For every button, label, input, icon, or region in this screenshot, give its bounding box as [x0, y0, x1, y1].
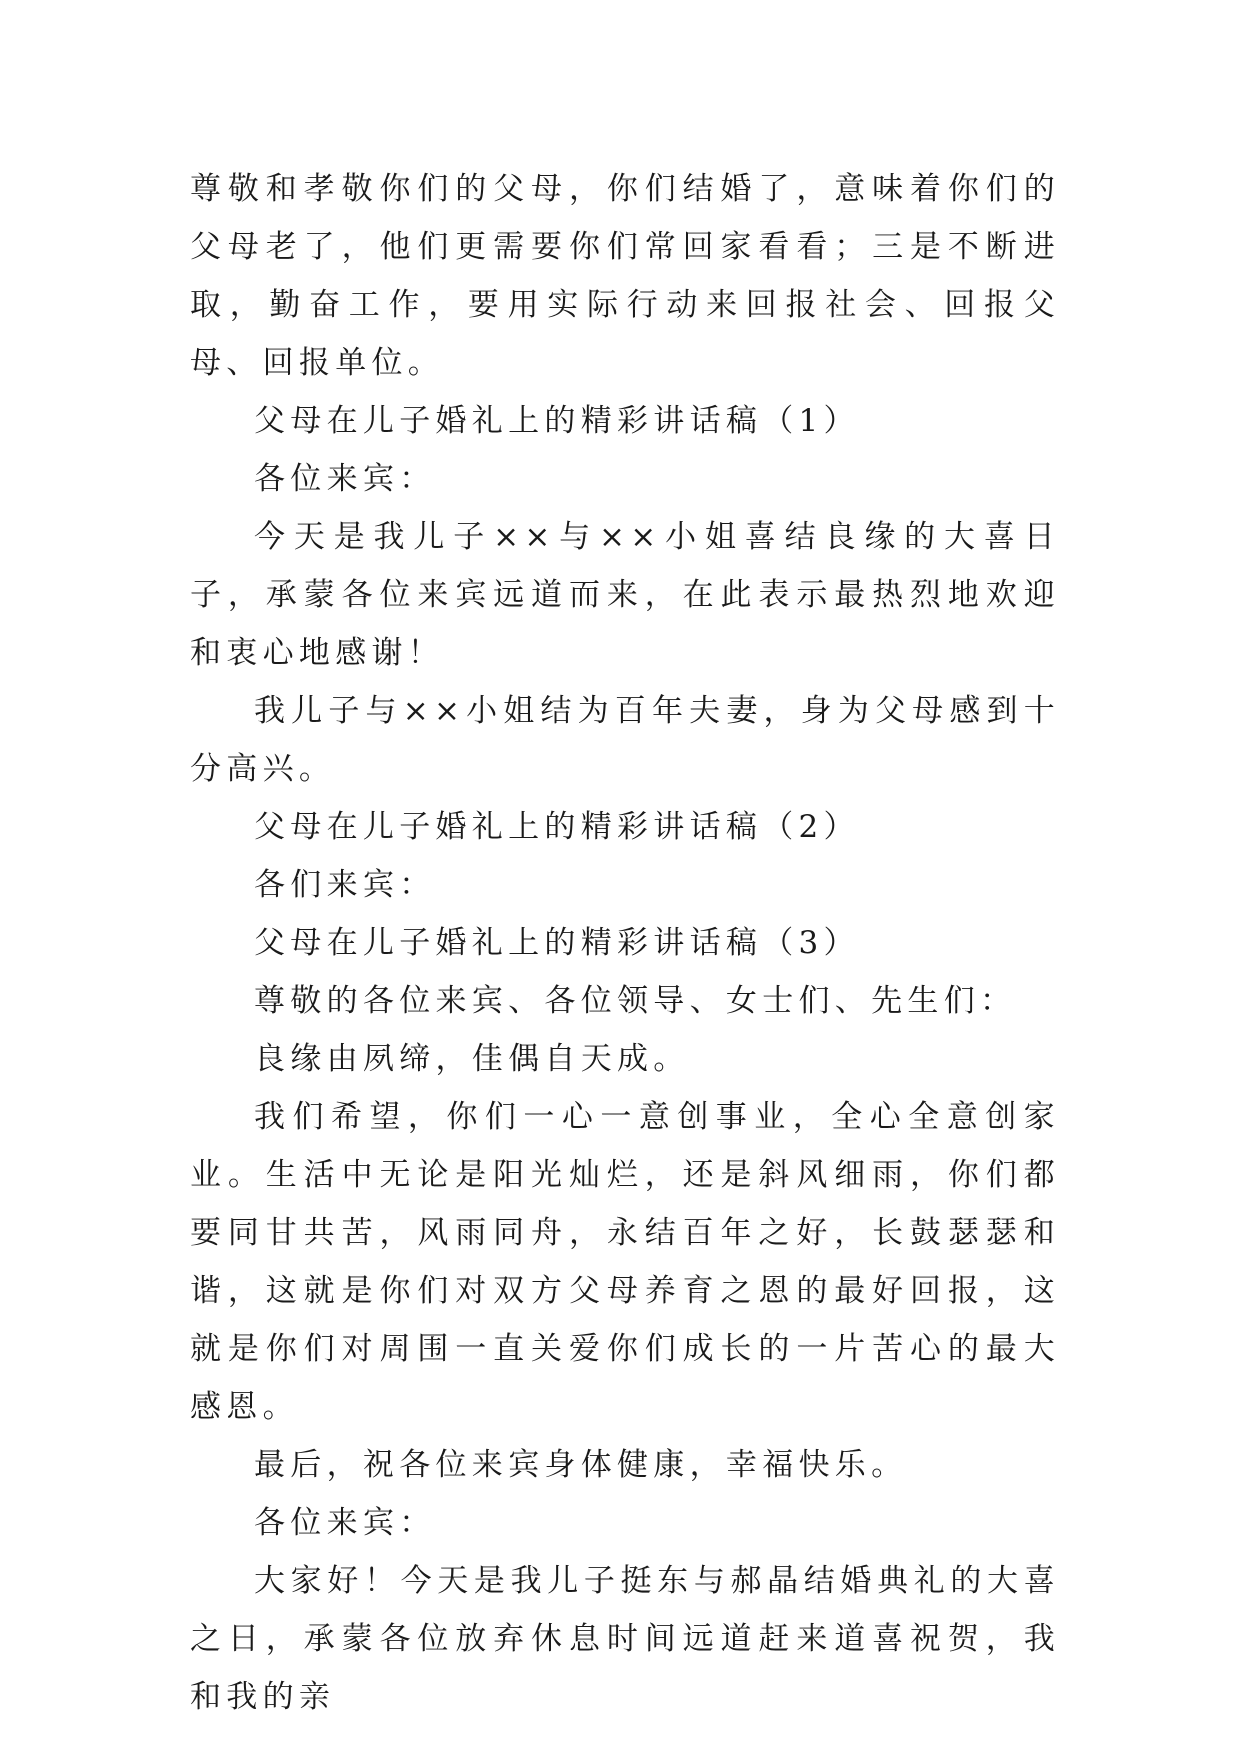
salutation: 各们来宾： — [254, 867, 436, 903]
section-heading-2: 父母在儿子婚礼上的精彩讲话稿（2） — [254, 809, 860, 845]
salutation: 各位来宾： — [254, 461, 436, 497]
paragraph: 良缘由夙缔，佳偶自天成。 — [254, 1041, 690, 1077]
document-body — [190, 160, 1060, 1726]
salutation: 各位来宾： — [254, 1505, 436, 1541]
paragraph: 尊敬和孝敬你们的父母，你们结婚了，意味着你们的父母老了，他们更需要你们常回家看看；三是不断进取，勤奋工作，要用实际行动来回报社会、回报父母、回报单位。 — [190, 171, 1060, 381]
paragraph: 我儿子与××小姐结为百年夫妻，身为父母感到十分高兴。 — [190, 693, 1060, 787]
paragraph: 我们希望，你们一心一意创事业，全心全意创家业。生活中无论是阳光灿烂，还是斜风细雨，你们都要同甘共苦，风雨同舟，永结百年之好，长鼓瑟瑟和谐，这就是你们对双方父母养育之恩的最好回报，这就是你们对周围一直关爱你们成长的一片苦心的最大感恩。 — [190, 1099, 1060, 1425]
paragraph: 大家好！今天是我儿子挺东与郝晶结婚典礼的大喜之日，承蒙各位放弃休息时间远道赶来道喜祝贺，我和我的亲 — [190, 1563, 1060, 1715]
section-heading-1: 父母在儿子婚礼上的精彩讲话稿（1） — [254, 403, 860, 439]
paragraph: 今天是我儿子××与××小姐喜结良缘的大喜日子，承蒙各位来宾远道而来，在此表示最热烈地欢迎和衷心地感谢！ — [190, 519, 1060, 671]
section-heading-3: 父母在儿子婚礼上的精彩讲话稿（3） — [254, 925, 860, 961]
paragraph: 最后，祝各位来宾身体健康，幸福快乐。 — [254, 1447, 908, 1483]
salutation: 尊敬的各位来宾、各位领导、女士们、先生们： — [254, 983, 1017, 1019]
